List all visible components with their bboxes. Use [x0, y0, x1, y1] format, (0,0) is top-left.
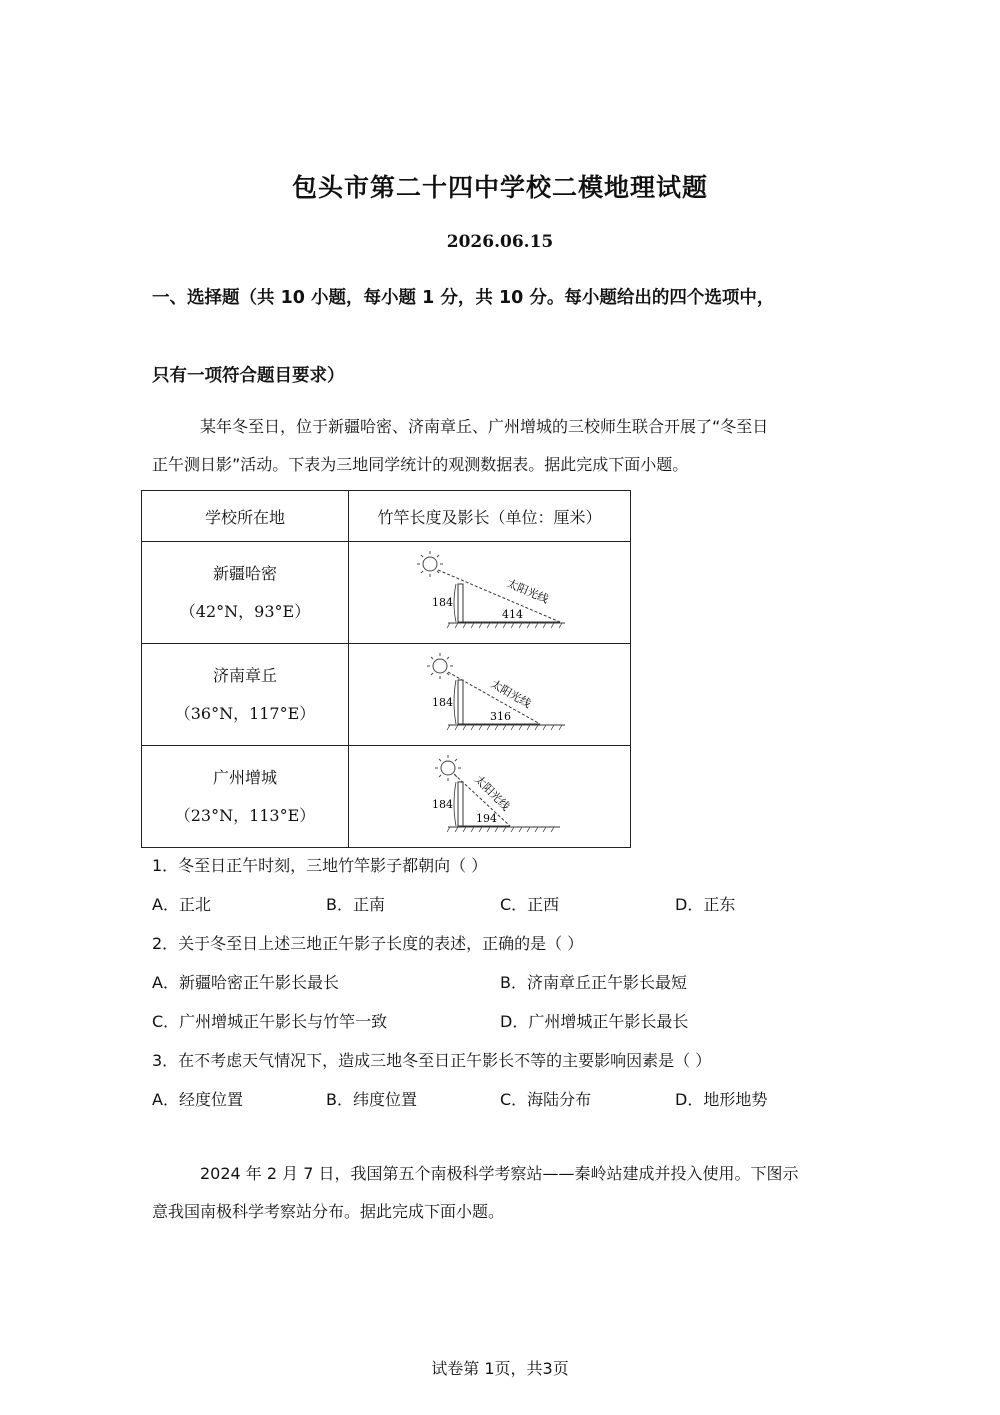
- location-name: 新疆哈密: [212, 563, 277, 583]
- shadow-diagram-cell: [349, 542, 631, 644]
- question-3-option-a[interactable]: A．经度位置: [152, 1090, 243, 1109]
- pole-length: 184: [431, 695, 453, 709]
- question-2-option-a[interactable]: A．新疆哈密正午影长最长: [152, 973, 339, 992]
- header-data: 竹竿长度及影长（单位：厘米）: [349, 491, 631, 542]
- pole-icon: [458, 584, 463, 622]
- passage-2: [152, 1155, 852, 1231]
- table-header-row: [142, 491, 631, 542]
- shadow-diagram: [410, 650, 570, 740]
- location-coord: （36°N，117°E）: [174, 703, 316, 723]
- question-3-option-d[interactable]: D．地形地势: [675, 1090, 768, 1109]
- question-2-option-b[interactable]: B．济南章丘正午影长最短: [500, 973, 687, 992]
- page-title: 包头市第二十四中学校二模地理试题: [291, 173, 708, 202]
- ray-label: 太阳光线: [504, 576, 550, 606]
- pole-icon: [458, 782, 463, 826]
- question-2-stem: 2．关于冬至日上述三地正午影子长度的表述，正确的是（ ）: [152, 934, 584, 953]
- pole-length: 184: [431, 595, 453, 609]
- observation-table: [141, 490, 631, 848]
- location-name: 广州增城: [212, 767, 277, 787]
- shadow-diagram-cell: [349, 644, 631, 746]
- question-3-stem: 3．在不考虑天气情况下，造成三地冬至日正午影长不等的主要影响因素是（ ）: [152, 1051, 712, 1070]
- question-3-option-b[interactable]: B．纬度位置: [326, 1090, 417, 1109]
- passage-1-line2: 正午测日影”活动。下表为三地同学统计的观测数据表。据此完成下面小题。: [152, 455, 689, 474]
- location-cell: [142, 746, 349, 848]
- pole-brace: [454, 680, 456, 724]
- shadow-length: 194: [475, 811, 497, 825]
- question-1-option-a[interactable]: A．正北: [152, 895, 211, 914]
- table-row: [142, 746, 631, 848]
- pole-brace: [454, 782, 456, 826]
- pole-length: 184: [431, 797, 453, 811]
- ray-label: 太阳光线: [488, 676, 533, 711]
- location-coord: （23°N，113°E）: [174, 805, 316, 825]
- location-name: 济南章丘: [212, 665, 277, 685]
- table-row: [142, 644, 631, 746]
- sun-icon: [417, 551, 443, 577]
- question-3-option-c[interactable]: C．海陆分布: [500, 1090, 592, 1109]
- shadow-diagram: [410, 548, 570, 638]
- exam-date: 2026.06.15: [446, 232, 554, 252]
- passage-2-line2: 意我国南极科学考察站分布。据此完成下面小题。: [152, 1202, 505, 1221]
- section-heading-line2: 只有一项符合题目要求）: [152, 366, 345, 386]
- table-row: [142, 542, 631, 644]
- question-1-option-d[interactable]: D．正东: [675, 895, 736, 914]
- shadow-diagram-cell: [349, 746, 631, 848]
- ground-hatch: [447, 725, 562, 730]
- question-2-option-c[interactable]: C．广州增城正午影长与竹竿一致: [152, 1012, 388, 1031]
- location-coord: （42°N，93°E）: [179, 601, 311, 621]
- header-location: 学校所在地: [142, 491, 349, 542]
- ground-hatch: [447, 827, 554, 832]
- page-footer: 试卷第 1页，共3页: [431, 1359, 569, 1378]
- passage-2-line1: 2024 年 2 月 7 日，我国第五个南极科学考察站——秦岭站建成并投入使用。下图示: [200, 1164, 799, 1183]
- question-1-option-c[interactable]: C．正西: [500, 895, 560, 914]
- passage-1: [152, 408, 852, 484]
- ray-label: 太阳光线: [471, 772, 512, 813]
- shadow-length: 414: [501, 607, 523, 621]
- question-1-stem: 1．冬至日正午时刻，三地竹竿影子都朝向（ ）: [152, 856, 488, 875]
- location-cell: [142, 542, 349, 644]
- pole-icon: [458, 680, 463, 724]
- question-1-option-b[interactable]: B．正南: [326, 895, 385, 914]
- shadow-length: 316: [489, 709, 511, 723]
- location-cell: [142, 644, 349, 746]
- question-2-option-d[interactable]: D．广州增城正午影长最长: [500, 1012, 689, 1031]
- ground-hatch: [447, 623, 562, 628]
- shadow-diagram: [410, 752, 570, 842]
- section-heading-line1: 一、选择题（共 10 小题，每小题 1 分，共 10 分。每小题给出的四个选项中，: [152, 288, 775, 308]
- sun-icon: [435, 755, 461, 781]
- pole-brace: [454, 584, 456, 622]
- sun-icon: [427, 653, 453, 679]
- passage-1-line1: 某年冬至日，位于新疆哈密、济南章丘、广州增城的三校师生联合开展了“冬至日: [200, 417, 769, 436]
